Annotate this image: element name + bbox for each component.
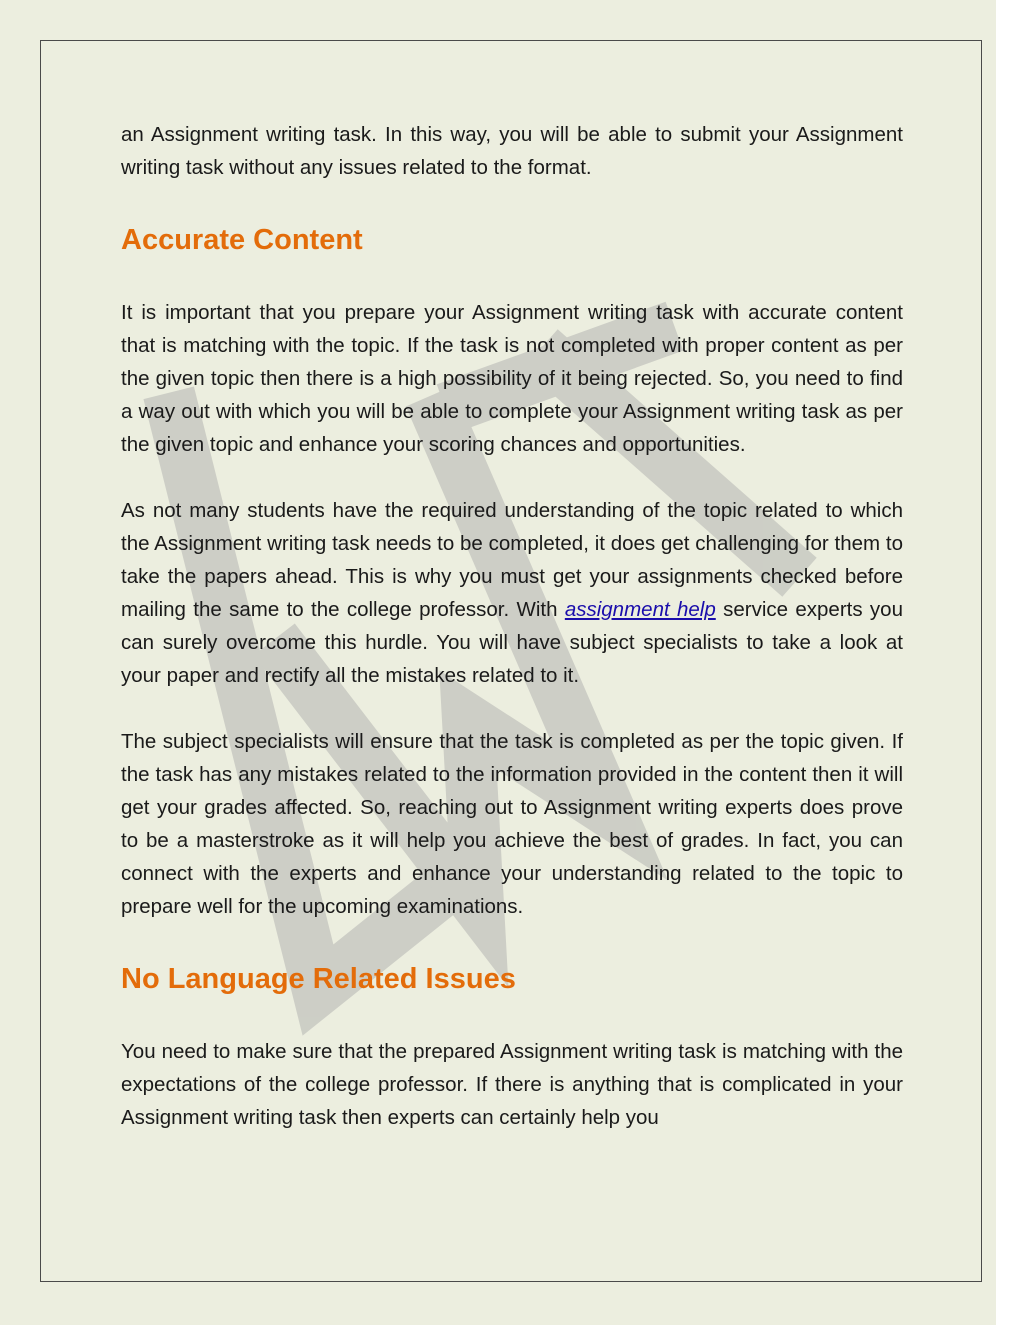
paragraph-language-1: You need to make sure that the prepared Assignment writing task is matching with the expectations of the college professor. If there is anything that is complicated in your Assignment writing task then experts can certainly help you xyxy=(121,1040,903,1129)
heading-no-language-issues: No Language Related Issues xyxy=(121,963,516,995)
paragraph-text-after-link: service experts you can surely overcome this hurdle. You will have subject specialists to take a look at your paper and rectify all the mistakes related to it. xyxy=(121,598,903,687)
paragraph-accurate-content-2 xyxy=(121,494,903,692)
heading-accurate-content: Accurate Content xyxy=(121,224,363,256)
paragraph-accurate-content-1: It is important that you prepare your Assignment writing task with accurate content that is matching with the topic. If the task is not completed with proper content as per the given topic then there is a high possibility of it being rejected. So, you need to find a way out with which you will be able to complete your Assignment writing task as per the given topic and enhance your scoring chances and opportunities. xyxy=(121,301,903,456)
paragraph-accurate-content-3: The subject specialists will ensure that the task is completed as per the topic given. If the task has any mistakes related to the information provided in the content then it will get your grades affected. So, reaching out to Assignment writing experts does prove to be a masterstroke as it will help you achieve the best of grades. In fact, you can connect with the experts and enhance your understanding related to the topic to prepare well for the upcoming examinations. xyxy=(121,730,903,918)
intro-paragraph: an Assignment writing task. In this way, you will be able to submit your Assignment writing task without any issues related to the format. xyxy=(121,123,903,179)
document-body xyxy=(121,118,903,1134)
paragraph-text-before-link: As not many students have the required understanding of the topic related to which the Assignment writing task needs to be completed, it does get challenging for them to take the papers ahead. This is why you must get your assignments checked before mailing the same to the college professor. With xyxy=(121,499,903,621)
assignment-help-link[interactable]: assignment help xyxy=(564,598,716,621)
